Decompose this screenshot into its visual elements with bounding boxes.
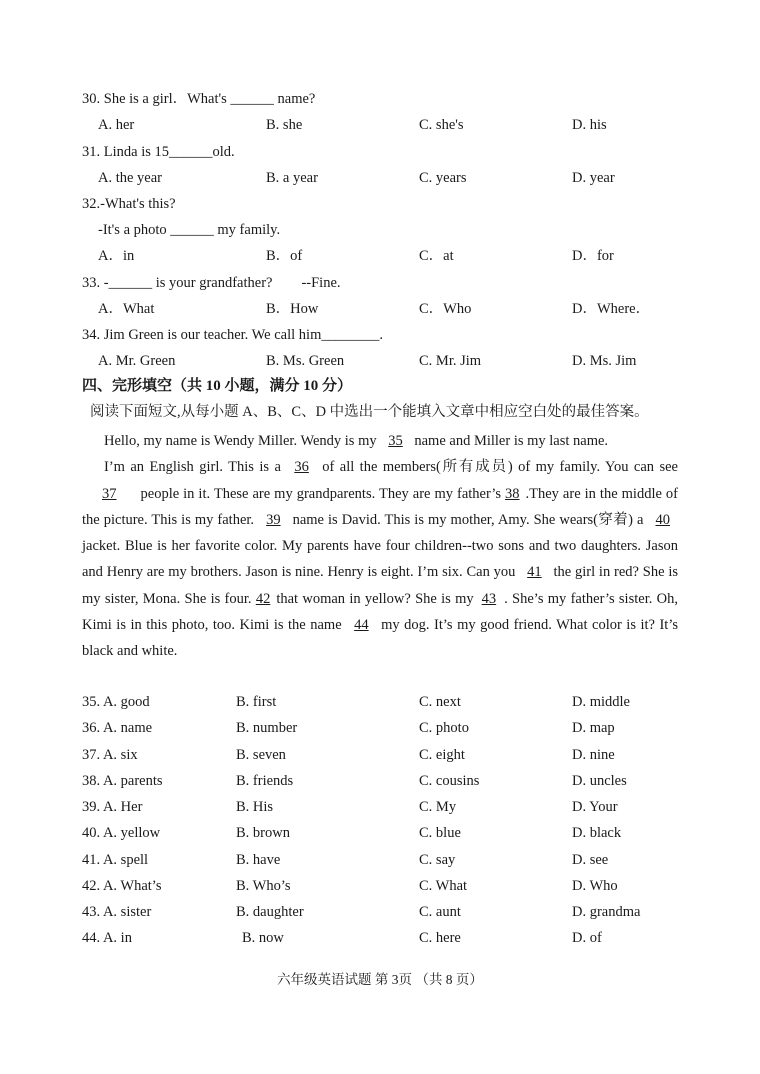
passage-text: name and Miller is my last name. <box>410 433 609 449</box>
cloze-40-option-a: 40. A. yellow <box>82 825 161 841</box>
question-32-option-d: D．for <box>572 248 614 264</box>
cloze-43-option-d: D. grandma <box>572 904 641 920</box>
page-footer: 六年级英语试题 第 3页 （共 8 页） <box>277 972 483 987</box>
cloze-42-option-b: B. Who’s <box>236 878 291 894</box>
blank-38: 38 <box>505 485 520 502</box>
cloze-44-option-b: B. now <box>242 930 284 946</box>
cloze-36-option-d: D. map <box>572 720 615 736</box>
cloze-40-option-d: D. black <box>572 825 622 841</box>
passage-text: name is David. This is my mother, Amy. She wears(穿着) a <box>288 511 648 528</box>
passage-paragraph-1 <box>82 428 678 454</box>
question-31-stem: 31. Linda is 15______old. <box>82 144 235 160</box>
cloze-35-option-c: C. next <box>419 694 461 710</box>
question-34-option-c: C. Mr. Jim <box>419 353 482 369</box>
question-30-option-a: A. her <box>98 117 135 133</box>
question-33-option-d: D．Where． <box>572 301 651 317</box>
section-instruction: 阅读下面短文,从每小题 A、B、C、D 中选出一个能填入文章中相应空白处的最佳答案。 <box>90 404 649 420</box>
question-33-option-b: B．How <box>266 301 319 317</box>
passage-text: jacket. Blue is her favorite color. My parents have four children--two sons and two daughters. Jason and Henry are my brothers. Jason is nine. Henry is eight. I’m six. Can you <box>82 538 678 581</box>
question-33-option-a: A．What <box>98 301 155 317</box>
passage-text: I’m an English girl. This is a <box>104 459 287 476</box>
cloze-42-option-d: D. Who <box>572 878 618 894</box>
blank-43: 43 <box>481 590 497 607</box>
question-32-option-b: B．of <box>266 248 303 264</box>
passage-text: Hello, my name is Wendy Miller. Wendy is my <box>104 433 381 449</box>
passage-text: the girl in red? She is my sister, Mona. She is four. <box>82 564 678 607</box>
blank-35: 35 <box>388 433 403 449</box>
cloze-37-option-a: 37. A. six <box>82 747 138 763</box>
question-30-stem: 30. She is a girl．What's ______ name? <box>82 91 316 107</box>
question-32-stem-reply: -It's a photo ______ my family. <box>98 222 281 238</box>
question-30-option-d: D. his <box>572 117 607 133</box>
question-33-option-c: C．Who <box>419 301 472 317</box>
blank-41: 41 <box>527 564 542 581</box>
cloze-40-option-c: C. blue <box>419 825 461 841</box>
cloze-44-option-d: D. of <box>572 930 602 946</box>
cloze-41-option-b: B. have <box>236 852 281 868</box>
cloze-36-option-b: B. number <box>236 720 298 736</box>
blank-44: 44 <box>354 617 369 634</box>
cloze-39-option-d: D. Your <box>572 799 618 815</box>
cloze-41-option-a: 41. A. spell <box>82 852 149 868</box>
question-31-option-b: B. a year <box>266 170 318 186</box>
cloze-41-option-c: C. say <box>419 852 456 868</box>
cloze-36-option-a: 36. A. name <box>82 720 153 736</box>
cloze-35-option-b: B. first <box>236 694 277 710</box>
cloze-39-option-b: B. His <box>236 799 274 815</box>
question-33-stem: 33. -______ is your grandfather? --Fine. <box>82 275 341 291</box>
cloze-39-option-a: 39. A. Her <box>82 799 143 815</box>
cloze-44-option-c: C. here <box>419 930 461 946</box>
cloze-42-option-c: C. What <box>419 878 468 894</box>
question-30-option-c: C. she's <box>419 117 464 133</box>
cloze-42-option-a: 42. A. What’s <box>82 878 162 894</box>
cloze-38-option-d: D. uncles <box>572 773 627 789</box>
passage-text: my dog. It’s my good friend. What color is it? It’s black and white. <box>82 617 678 660</box>
blank-40: 40 <box>655 511 670 528</box>
passage-text: people in it. These are my grandparents. They are my father’s <box>136 485 506 502</box>
passage-paragraph-2 <box>82 454 678 664</box>
cloze-38-option-a: 38. A. parents <box>82 773 163 789</box>
question-34-option-a: A. Mr. Green <box>98 353 176 369</box>
question-32-option-a: A．in <box>98 248 135 264</box>
cloze-43-option-a: 43. A. sister <box>82 904 152 920</box>
question-32-option-c: C．at <box>419 248 454 264</box>
cloze-43-option-b: B. daughter <box>236 904 304 920</box>
cloze-passage <box>82 428 678 665</box>
question-32-stem: 32.-What's this? <box>82 196 176 212</box>
passage-text: .They are in the middle of the picture. This is my father. <box>82 485 678 528</box>
section-title: 四、完形填空（共 10 小题，满分 10 分） <box>82 378 353 394</box>
blank-42: 42 <box>255 590 271 607</box>
question-34-stem: 34. Jim Green is our teacher. We call him________. <box>82 327 383 343</box>
cloze-40-option-b: B. brown <box>236 825 290 841</box>
cloze-38-option-b: B. friends <box>236 773 294 789</box>
cloze-37-option-c: C. eight <box>419 747 465 763</box>
question-34-option-d: D. Ms. Jim <box>572 353 637 369</box>
cloze-41-option-d: D. see <box>572 852 609 868</box>
passage-text: that woman in yellow? She is my <box>276 590 474 607</box>
question-31-option-c: C. years <box>419 170 467 186</box>
cloze-39-option-c: C. My <box>419 799 457 815</box>
passage-text: of all the members(所有成员) of my family. You can see <box>316 459 678 476</box>
blank-37: 37 <box>102 485 117 502</box>
question-31-option-a: A. the year <box>98 170 163 186</box>
cloze-44-option-a: 44. A. in <box>82 930 132 946</box>
cloze-35-option-d: D. middle <box>572 694 630 710</box>
cloze-36-option-c: C. photo <box>419 720 469 736</box>
passage-text: . She’s my father’s sister. Oh, Kimi is in this photo, too. Kimi is the name <box>82 590 678 634</box>
cloze-37-option-d: D. nine <box>572 747 615 763</box>
blank-36: 36 <box>294 459 309 476</box>
question-34-option-b: B. Ms. Green <box>266 353 345 369</box>
blank-39: 39 <box>266 511 281 528</box>
question-30-option-b: B. she <box>266 117 303 133</box>
question-31-option-d: D. year <box>572 170 615 186</box>
cloze-43-option-c: C. aunt <box>419 904 461 920</box>
cloze-37-option-b: B. seven <box>236 747 286 763</box>
cloze-38-option-c: C. cousins <box>419 773 480 789</box>
cloze-35-option-a: 35. A. good <box>82 694 150 710</box>
